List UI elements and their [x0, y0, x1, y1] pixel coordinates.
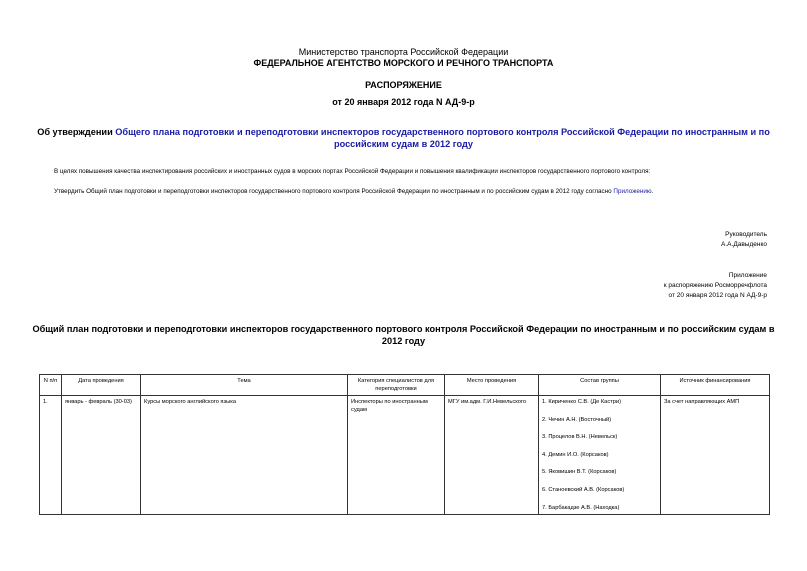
appendix-line-3: от 20 января 2012 года N АД-9-р	[668, 292, 767, 299]
header-num: N п/п	[40, 375, 62, 396]
cell-funding: За счет направляющих АМП	[661, 396, 770, 515]
paragraph-purpose: В целях повышения качества инспектирования российских и иностранных судов в морских портах Российской Федерации и повышения квалификации инспекторов государственного портового контроля:	[54, 168, 651, 175]
header-category: Категория специалистов для переподготовки	[348, 375, 445, 396]
document-header	[0, 47, 807, 69]
header-funding: Источник финансирования	[661, 375, 770, 396]
training-plan-table	[39, 374, 770, 515]
appendix-header	[664, 271, 767, 301]
document-type: РАСПОРЯЖЕНИЕ	[365, 80, 442, 90]
header-group: Состав группы	[539, 375, 661, 396]
group-member: 1. Кириченко С.В. (Де Кастри)	[542, 399, 622, 405]
title-prefix: Об утверждении	[37, 127, 113, 137]
signature-position: Руководитель	[725, 231, 767, 238]
appendix-line-1: Приложение	[728, 272, 767, 279]
table-header-row	[40, 375, 770, 396]
group-member: 6. Станоевский А.В. (Корсаков)	[542, 486, 625, 493]
group-member: 7. Барбакадзе А.В. (Находка)	[542, 504, 620, 511]
header-topic: Тема	[141, 375, 348, 396]
cell-category: Инспекторы по иностранным судам	[348, 396, 445, 515]
plan-title: Общий план подготовки и переподготовки инспекторов государственного портового контроля Российской Федерации по иностранным и по российским судам в 2012 году	[32, 324, 775, 346]
group-member: 5. Яковишин В.Т. (Корсаков)	[542, 469, 617, 476]
group-member: 4. Демин И.О. (Корсаков)	[542, 451, 609, 458]
paragraph-approve-end: .	[651, 188, 654, 195]
cell-num: 1.	[40, 396, 62, 515]
appendix-link[interactable]: Приложению	[613, 188, 652, 195]
table-row	[40, 396, 770, 515]
paragraph-approve-text: Утвердить Общий план подготовки и переподготовки инспекторов государственного портового контроля Российской Федерации по иностранным и по российским судам в 2012 году согласно	[54, 188, 612, 195]
group-member: 3. Процелов В.Н. (Невельск)	[542, 434, 618, 441]
ministry-name: Министерство транспорта Российской Федерации	[298, 47, 509, 57]
cell-place: МГУ им.адм. Г.И.Невельского	[445, 396, 539, 515]
header-place: Место проведения	[445, 375, 539, 396]
plan-link[interactable]: Общего плана подготовки и переподготовки инспекторов государственного портового контроля Российской Федерации по иностранным и по российским судам в 2012 году	[115, 127, 770, 149]
cell-date: январь - февраль (30-03)	[62, 396, 141, 515]
signature-name: А.А.Давыденко	[721, 241, 767, 248]
cell-topic: Курсы морского английского языка	[141, 396, 348, 515]
header-date: Дата проведения	[62, 375, 141, 396]
appendix-line-2: к распоряжению Росморречфлота	[663, 282, 767, 289]
document-date: от 20 января 2012 года N АД-9-р	[332, 97, 475, 107]
cell-group	[539, 396, 661, 515]
agency-name: ФЕДЕРАЛЬНОЕ АГЕНТСТВО МОРСКОГО И РЕЧНОГО ТРАНСПОРТА	[253, 58, 554, 68]
group-member: 2. Чечин А.Н. (Восточный)	[542, 416, 612, 423]
signature-block	[721, 230, 767, 250]
paragraph-approve	[54, 188, 653, 195]
document-title	[30, 126, 777, 150]
